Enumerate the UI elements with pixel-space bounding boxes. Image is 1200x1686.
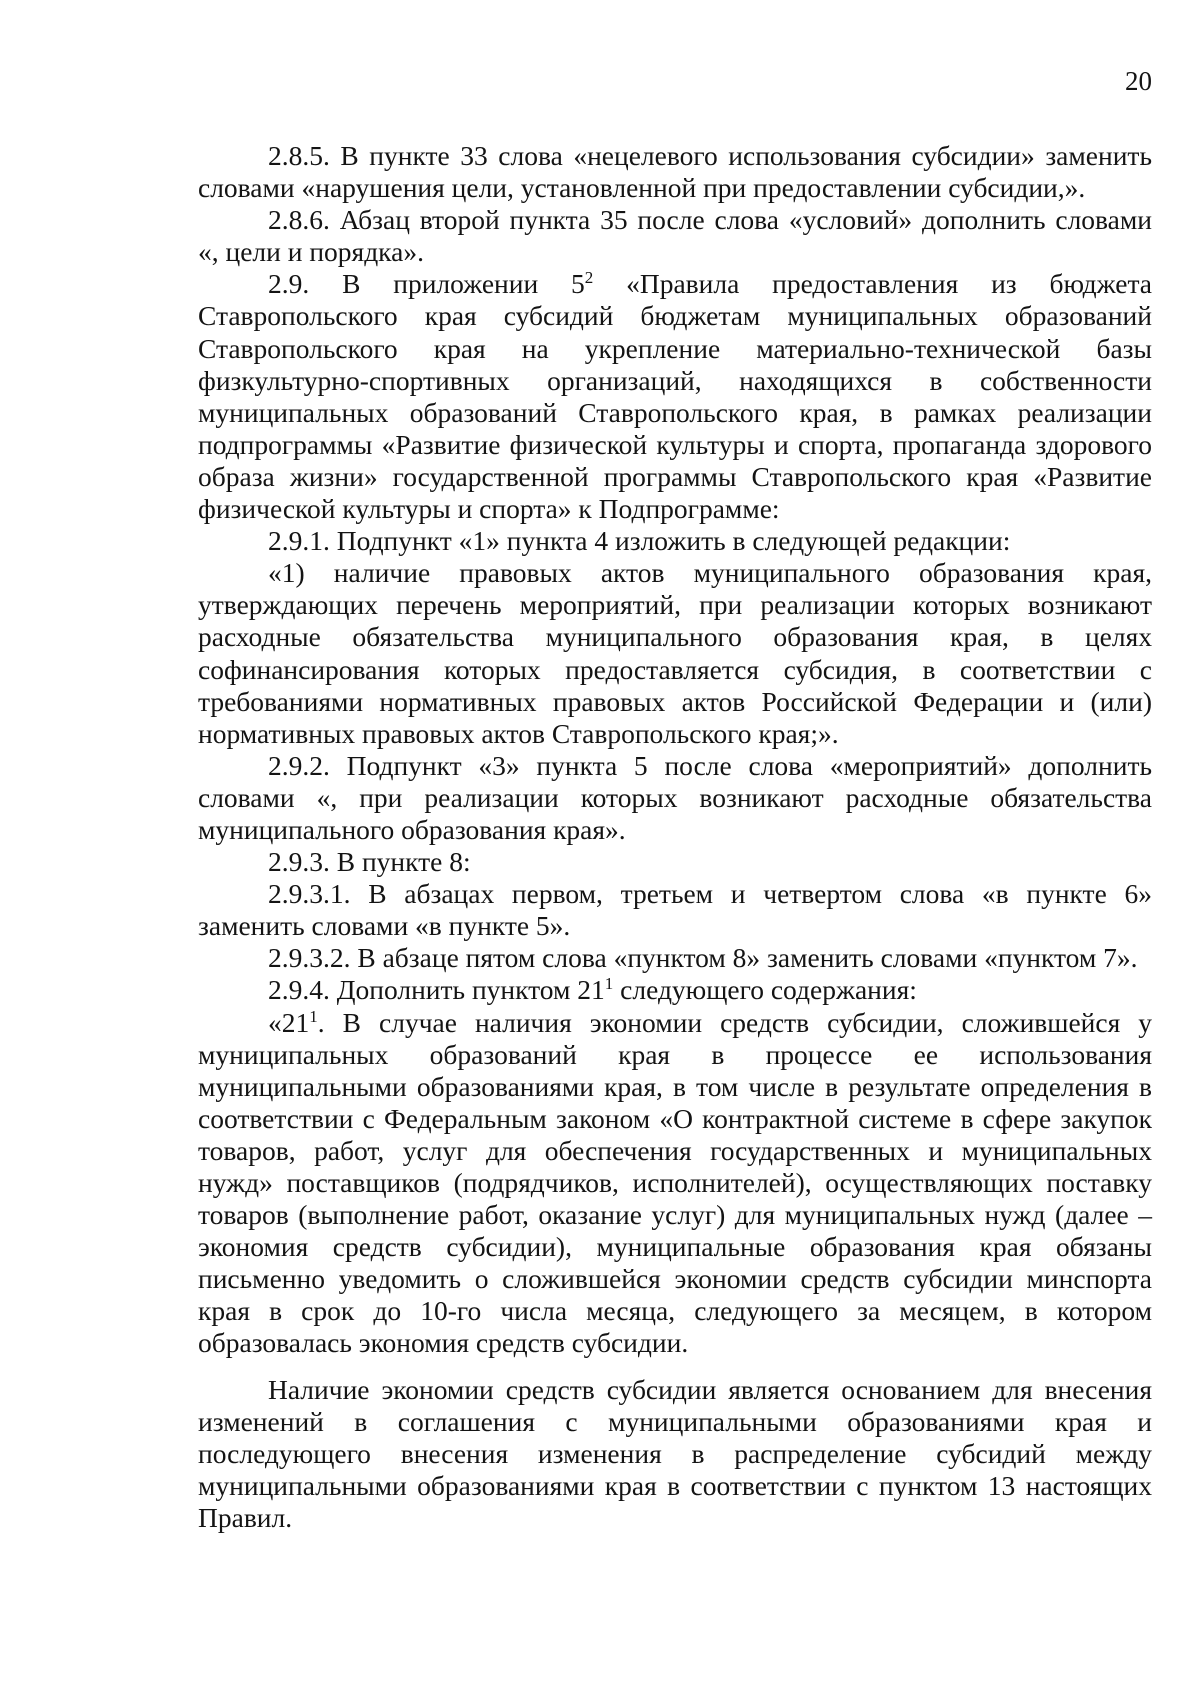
superscript-index: 2	[584, 268, 594, 288]
clause-21-1-rest: . В случае наличия экономии средств субсидии, сложившейся у муниципальных образований края в процессе ее использования муниципальными образованиями края, в том числе в результате определения в соответствии с Федеральным законом «О контрактной системе в сфере закупок товаров, работ, услуг для обеспечения государственных и муниципальных нужд» поставщиков (подрядчиков, исполнителей), осуществляющих поставку товаров (выполнение работ, оказание услуг) для муниципальных нужд (далее – экономия средств субсидии), муниципальные образования края обязаны письменно уведомить о сложившейся экономии средств субсидии минспорта края в срок до 10-го числа месяца, следующего за месяцем, в котором образовалась экономия средств субсидии.	[198, 1006, 1152, 1359]
paragraph-2-9-3-1: 2.9.3.1. В абзацах первом, третьем и четвертом слова «в пункте 6» заменить словами «в пункте 5».	[198, 878, 1152, 942]
page-number: 20	[1125, 66, 1152, 96]
paragraph-2-9-1: 2.9.1. Подпункт «1» пункта 4 изложить в следующей редакции:	[268, 525, 1011, 557]
paragraph-2-8-6: 2.8.6. Абзац второй пункта 35 после слова «условий» дополнить словами «, цели и порядка».	[198, 204, 1152, 268]
paragraph-2-9-3: 2.9.3. В пункте 8:	[268, 846, 471, 878]
paragraph-2-9-2: 2.9.2. Подпункт «3» пункта 5 после слова «мероприятий» дополнить словами «, при реализации которых возникают расходные обязательства муниципального образования края».	[198, 749, 1152, 845]
paragraph-2-9-4-rest: следующего содержания:	[613, 974, 917, 1006]
paragraph-2-9-4	[198, 974, 1152, 1006]
superscript-index: 1	[604, 974, 614, 994]
paragraph-2-9-3-2: 2.9.3.2. В абзаце пятом слова «пунктом 8» заменить словами «пунктом 7».	[268, 942, 1138, 974]
paragraph-2-8-5: 2.8.5. В пункте 33 слова «нецелевого использования субсидии» заменить словами «нарушения цели, установленной при предоставлении субсидии,».	[198, 140, 1152, 204]
quoted-clause-21-1	[198, 1007, 1152, 1360]
paragraph-final: Наличие экономии средств субсидии является основанием для внесения изменений в соглашения с муниципальными образованиями края и последующего внесения изменения в распределение субсидий между муниципальными образованиями края в соответствии с пунктом 13 настоящих Правил.	[198, 1373, 1152, 1533]
paragraph-2-9-4-start: 2.9.4. Дополнить пунктом 21	[268, 974, 605, 1006]
paragraph-2-9	[198, 268, 1152, 525]
paragraph-2-9-rest: «Правила предоставления из бюджета Ставропольского края субсидий бюджетам муниципальных образований Ставропольского края на укрепление материально-технической базы физкультурно-спортивных организаций, находящихся в собственности муниципальных образований Ставропольского края, в рамках реализации подпрограммы «Развитие физической культуры и спорта, пропаганда здорового образа жизни» государственной программы Ставропольского края «Развитие физической культуры и спорта» к Подпрограмме:	[198, 268, 1153, 525]
clause-21-1-start: «21	[268, 1006, 310, 1038]
superscript-index: 1	[309, 1006, 318, 1026]
document-body	[198, 140, 1152, 1534]
paragraph-2-9-start: 2.9. В приложении 5	[268, 268, 585, 300]
quoted-subclause-1: «1) наличие правовых актов муниципального образования края, утверждающих перечень мероприятий, при реализации которых возникают расходные обязательства муниципального образования края, в целях софинансирования которых предоставляется субсидия, в соответствии с требованиями нормативных правовых актов Российской Федерации и (или) нормативных правовых актов Ставропольского края;».	[198, 557, 1152, 749]
